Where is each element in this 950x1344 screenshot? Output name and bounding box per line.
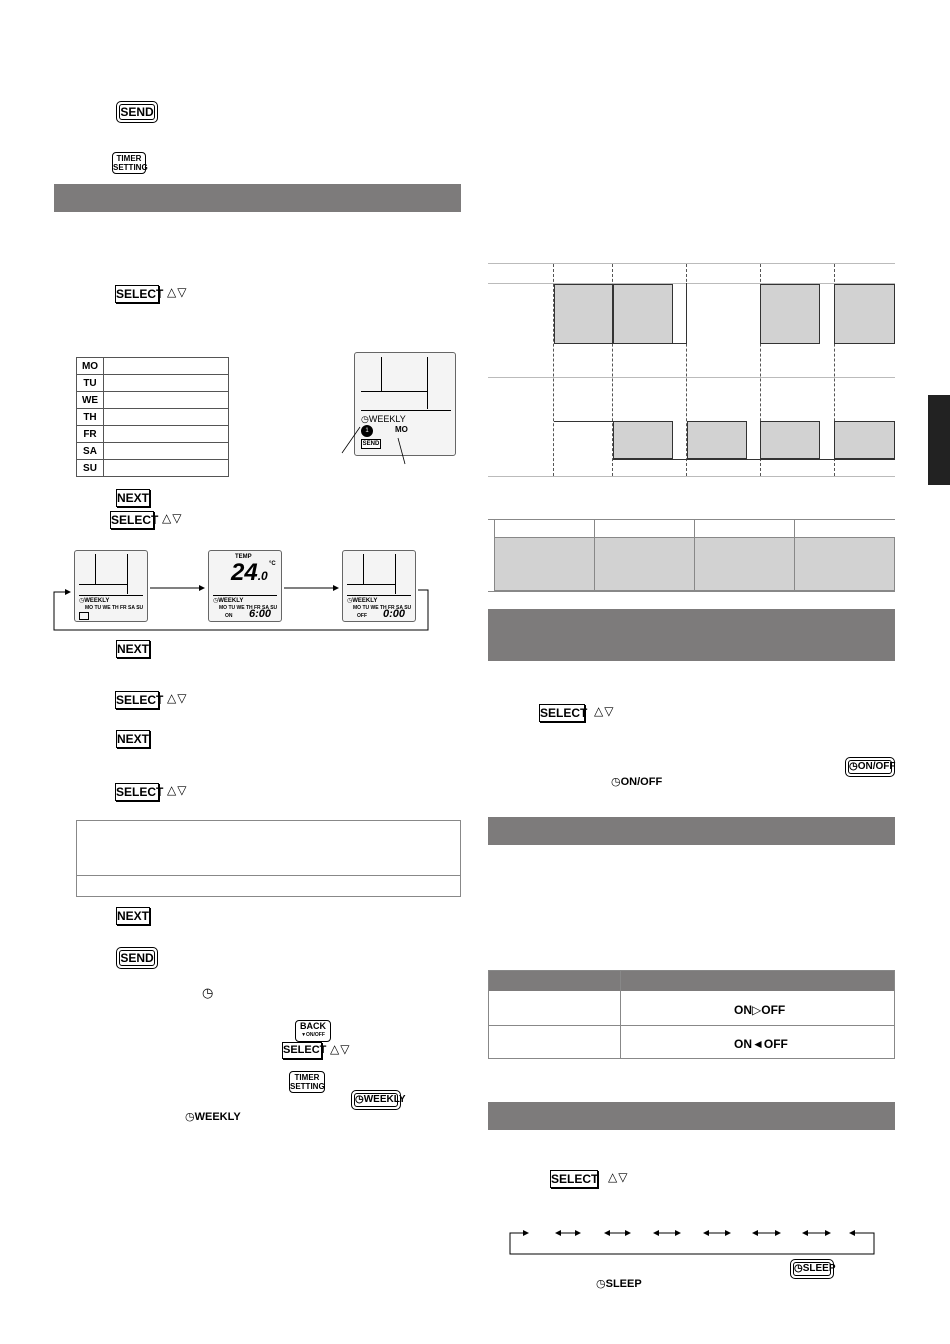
timeline-block [554, 284, 613, 344]
table-row [77, 358, 229, 375]
lcd-days-row: MO TU WE TH FR SA SU [85, 605, 144, 611]
day-we: WE [77, 392, 104, 409]
lcd-on-label: ON [225, 613, 233, 619]
day-tu: TU [77, 375, 104, 392]
table-row [77, 375, 229, 392]
up-down-arrows-icon[interactable]: △▽ [594, 704, 615, 718]
section-header-bar-right-2 [488, 817, 895, 845]
up-down-arrows-icon[interactable]: △▽ [330, 1042, 351, 1056]
timeline-connector [673, 283, 687, 344]
timeline-block [687, 421, 747, 459]
day-table [76, 357, 229, 477]
sleep-cycle-diagram [0, 0, 1, 1]
back-label: BACK [300, 1021, 326, 1031]
table-row [77, 460, 229, 477]
next-button-4[interactable]: NEXT [117, 909, 150, 923]
lcd-one-badge: 1 [361, 425, 373, 437]
next-button-1[interactable]: NEXT [117, 491, 150, 505]
table-row [77, 392, 229, 409]
timer-on-off-button[interactable] [845, 757, 895, 777]
lcd-days-row: MO TU WE TH FR SA SU [219, 605, 278, 611]
up-down-arrows-icon[interactable]: △▽ [167, 691, 188, 705]
on-off-small-label: ▼ON/OFF [301, 1032, 325, 1038]
sleep-button[interactable] [790, 1259, 834, 1279]
send-button-label: SEND [120, 105, 154, 119]
select-button-5[interactable]: SELECT [282, 1042, 322, 1059]
lcd-sequence-3 [342, 550, 416, 622]
mode-row-2-value: ON◄OFF [734, 1037, 788, 1051]
next-button-2[interactable]: NEXT [117, 642, 150, 656]
up-down-arrows-icon[interactable]: △▽ [162, 511, 183, 525]
back-on-off-button[interactable] [295, 1020, 331, 1042]
timer-setting-button-1[interactable] [112, 152, 146, 174]
section-header-bar-right-1 [488, 609, 895, 661]
weekly-button[interactable] [351, 1090, 406, 1110]
timer-label: TIMER [294, 1073, 320, 1082]
table-row [77, 443, 229, 460]
lcd-time-on: 6:00 [249, 608, 272, 620]
lcd-bars-icon [79, 612, 89, 620]
timer-on-off-inline-label: ◷ON/OFF [611, 776, 663, 788]
up-down-arrows-icon[interactable]: △▽ [167, 783, 188, 797]
timeline-block [760, 421, 820, 459]
select-button-1[interactable]: SELECT [116, 287, 164, 301]
mode-table [488, 970, 895, 1059]
day-th: TH [77, 409, 104, 426]
lcd-weekly-small: ◷WEEKLY [213, 598, 244, 604]
lcd-days-row: MO TU WE TH FR SA SU [353, 605, 412, 611]
timer-on-off-button-label: ◷ON/OFF [849, 761, 896, 772]
send-button-2[interactable] [116, 947, 158, 969]
weekly-button-label: ◷WEEKLY [355, 1094, 406, 1105]
day-fr: FR [77, 426, 104, 443]
note-box [76, 820, 461, 897]
send-button-label: SEND [120, 951, 154, 965]
timeline-block [760, 284, 820, 344]
timeline-block [613, 284, 673, 344]
timer-icon: ◷ [202, 985, 214, 1000]
lcd-off-label: OFF [357, 613, 367, 619]
day-su: SU [77, 460, 104, 477]
lcd-weekly-small: ◷WEEKLY [347, 598, 378, 604]
lcd-mo-label: MO [395, 425, 408, 434]
timer-label: TIMER [116, 154, 142, 163]
up-down-arrows-icon[interactable]: △▽ [167, 285, 188, 299]
sleep-inline-label: ◷SLEEP [596, 1278, 642, 1290]
lcd-send-mini: SEND [362, 441, 380, 447]
lcd-weekly-small: ◷WEEKLY [79, 598, 110, 604]
chapter-side-tab [928, 395, 950, 485]
select-button-2[interactable]: SELECT [111, 513, 159, 527]
lcd-sequence-2 [208, 550, 282, 622]
lcd-display-main [354, 352, 456, 456]
lcd-sequence-1 [74, 550, 148, 622]
timeline-block [834, 284, 895, 344]
lcd-weekly-label: ◷WEEKLY [361, 414, 406, 424]
lcd-temp-unit: °C [269, 561, 276, 567]
select-button-4[interactable]: SELECT [116, 785, 164, 799]
select-button-6[interactable]: SELECT [540, 706, 588, 720]
timeline-block [834, 421, 895, 459]
setting-label: SETTING [113, 163, 148, 172]
timer-setting-button-2[interactable] [289, 1071, 325, 1093]
send-button-1[interactable] [116, 101, 158, 123]
lcd-temp-label: TEMP [235, 554, 252, 560]
section-header-bar-right-3 [488, 1102, 895, 1130]
lcd-temp-value: 24.0 [231, 559, 268, 586]
mode-row-1-value: ON▷OFF [734, 1003, 786, 1017]
day-mo: MO [77, 358, 104, 375]
up-down-arrows-icon[interactable]: △▽ [608, 1170, 629, 1184]
select-button-3[interactable]: SELECT [116, 693, 164, 707]
select-button-7[interactable]: SELECT [551, 1172, 599, 1186]
day-sa: SA [77, 443, 104, 460]
timeline-block [613, 421, 673, 459]
weekly-inline-label: ◷WEEKLY [185, 1111, 241, 1123]
setting-label: SETTING [290, 1082, 325, 1091]
table-row [77, 426, 229, 443]
table-row [77, 409, 229, 426]
sleep-button-label: ◷SLEEP [794, 1263, 836, 1274]
next-button-3[interactable]: NEXT [117, 732, 150, 746]
lcd-time-off: 0:00 [383, 608, 406, 620]
section-header-bar-left [54, 184, 461, 212]
